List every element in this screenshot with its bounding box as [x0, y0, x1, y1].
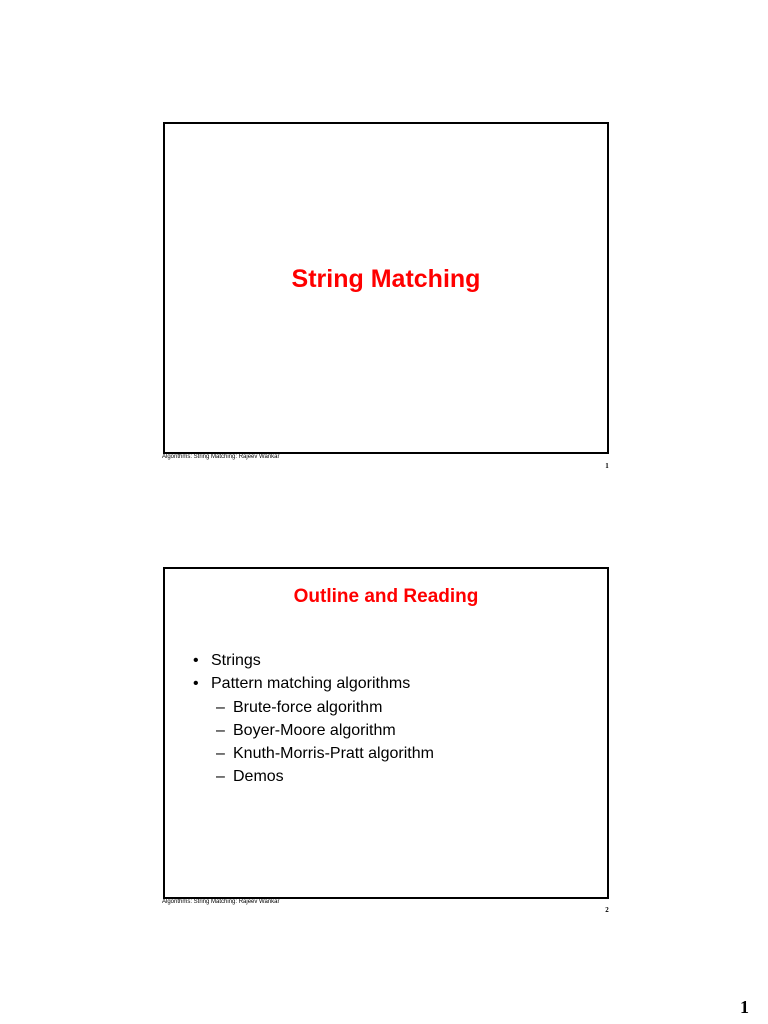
list-item [193, 719, 434, 742]
slide-1-title: String Matching [291, 265, 481, 293]
list-item-text: Boyer-Moore algorithm [233, 721, 396, 739]
list-item-text: Pattern matching algorithms [211, 675, 411, 693]
bullet-marker: • [193, 675, 199, 693]
dash-marker: – [216, 768, 225, 786]
slide-2-title: Outline and Reading [293, 586, 479, 607]
list-item [193, 742, 434, 765]
dash-marker: – [216, 721, 225, 739]
list-item [193, 696, 434, 719]
slide-2-footer: Algorithms: String Matching: Rajeev Wankar [162, 899, 280, 905]
dash-marker: – [216, 745, 225, 763]
slide-2 [163, 567, 609, 899]
dash-marker: – [216, 698, 225, 716]
slide-1 [163, 122, 609, 454]
list-item [193, 649, 434, 672]
slide-2-number: 2 [605, 906, 609, 914]
list-item-text: Knuth-Morris-Pratt algorithm [233, 745, 434, 763]
list-item-text: Brute-force algorithm [233, 698, 383, 716]
page-number: 1 [740, 997, 749, 1017]
slide-1-number: 1 [605, 462, 609, 470]
list-item-text: Strings [211, 652, 261, 669]
list-item [193, 765, 434, 788]
slide-1-footer: Algorithms: String Matching: Rajeev Wankar [162, 454, 280, 460]
outline-list [193, 649, 434, 789]
list-item-text: Demos [233, 768, 284, 786]
bullet-marker: • [193, 652, 199, 669]
list-item [193, 672, 434, 695]
